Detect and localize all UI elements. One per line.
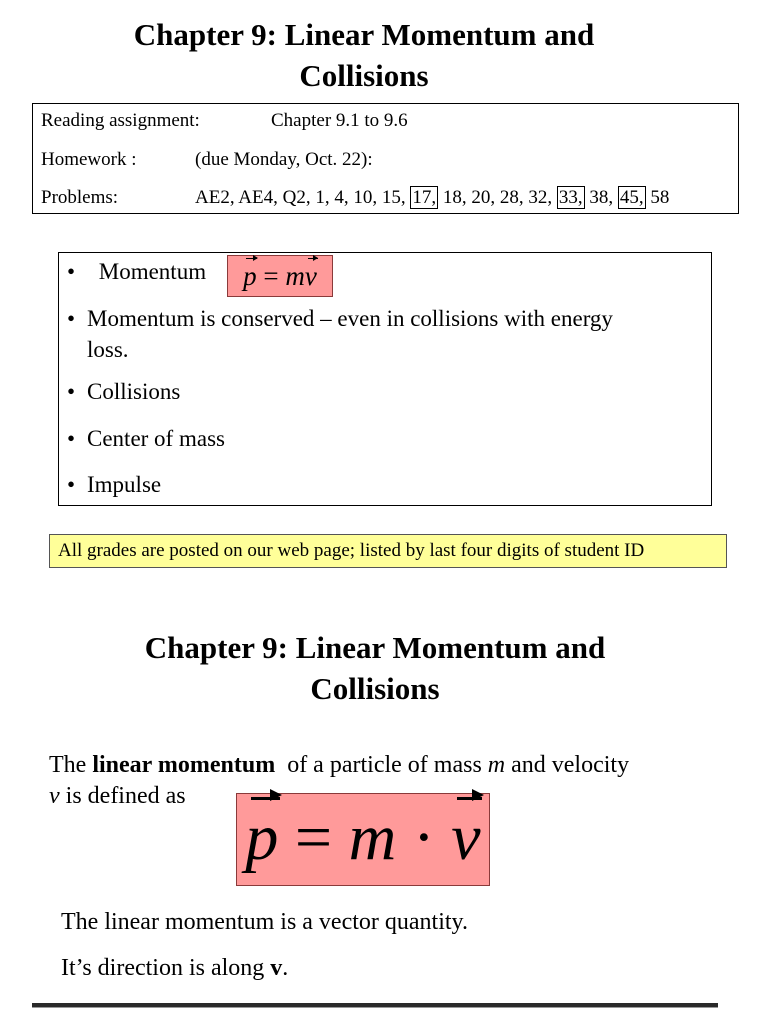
big-formula-equals: = [294,801,333,874]
slide2-title-line2: Collisions [310,671,440,706]
big-formula-m: m [348,801,397,874]
problems-row [41,187,670,209]
direction-suffix: . [282,955,289,981]
formula-v-vector: v [305,256,317,296]
slide2-title-line1: Chapter 9: Linear Momentum and [144,630,606,665]
bottom-divider [32,1003,718,1008]
assignment-box [32,103,739,214]
big-formula-dot: · [412,801,435,874]
def-and: and velocity [511,752,630,778]
bullet-impulse [67,472,161,498]
bullet-dot: • [67,472,76,497]
direction-v: v [270,955,283,981]
formula-m: m [285,261,305,291]
momentum-formula-large [236,793,490,886]
slide1-title [0,14,728,96]
formula-p-vector: p [243,256,257,296]
problem-boxed: 45, [619,187,644,208]
homework-row [41,149,373,171]
def-m: m [487,752,506,778]
bullet-conserved-line2: loss. [87,337,129,362]
problems-label: Problems: [41,187,119,208]
def-linear-momentum: linear momentum [92,752,276,778]
problems-list [195,187,669,209]
momentum-formula-small [227,255,333,297]
bullet-collisions-label: Collisions [87,379,181,404]
vector-quantity-note: The linear momentum is a vector quantity. [61,909,468,935]
reading-label: Reading assignment: [41,110,200,131]
big-formula-p-vector: p [245,794,278,882]
topics-box [58,252,712,506]
formula-equals: = [263,261,279,291]
homework-value: (due Monday, Oct. 22): [195,149,373,170]
definition-line1 [49,749,629,781]
bullet-impulse-label: Impulse [87,472,162,497]
bullet-dot: • [67,259,76,284]
def-line2-rest: is defined as [65,783,186,809]
problem-group: AE2, AE4, Q2, 1, 4, 10, 15, [195,187,406,208]
bullet-conserved [67,303,613,365]
slide1-title-line2: Collisions [299,58,429,93]
bullet-center-of-mass-label: Center of mass [87,426,225,451]
problem-group: 38, [589,187,614,208]
def-the: The [49,752,87,778]
def-v: v [49,783,60,809]
slide1-title-line1: Chapter 9: Linear Momentum and [133,17,595,52]
bullet-dot: • [67,306,76,331]
direction-prefix: It’s direction is along [61,955,265,981]
big-formula-v-vector: v [451,794,480,882]
bullet-dot: • [67,426,76,451]
homework-label: Homework : [41,149,137,170]
reading-value: Chapter 9.1 to 9.6 [271,110,408,131]
bullet-collisions [67,379,180,405]
bullet-momentum [67,259,206,285]
bullet-center-of-mass [67,426,225,452]
reading-row [41,110,408,132]
problem-boxed: 33, [558,187,583,208]
problem-group: 58 [650,187,670,208]
slide2-title [0,627,750,709]
definition-line2 [49,780,186,812]
bullet-dot: • [67,379,76,404]
grades-notice: All grades are posted on our web page; listed by last four digits of student ID [49,534,727,568]
bullet-conserved-line1: Momentum is conserved – even in collisions with energy [87,306,613,331]
bullet-momentum-label: Momentum [98,259,207,284]
direction-note [61,952,288,984]
def-rest: of a particle of mass [287,752,482,778]
problem-group: 18, 20, 28, 32, [442,187,553,208]
problem-boxed: 17, [412,187,437,208]
